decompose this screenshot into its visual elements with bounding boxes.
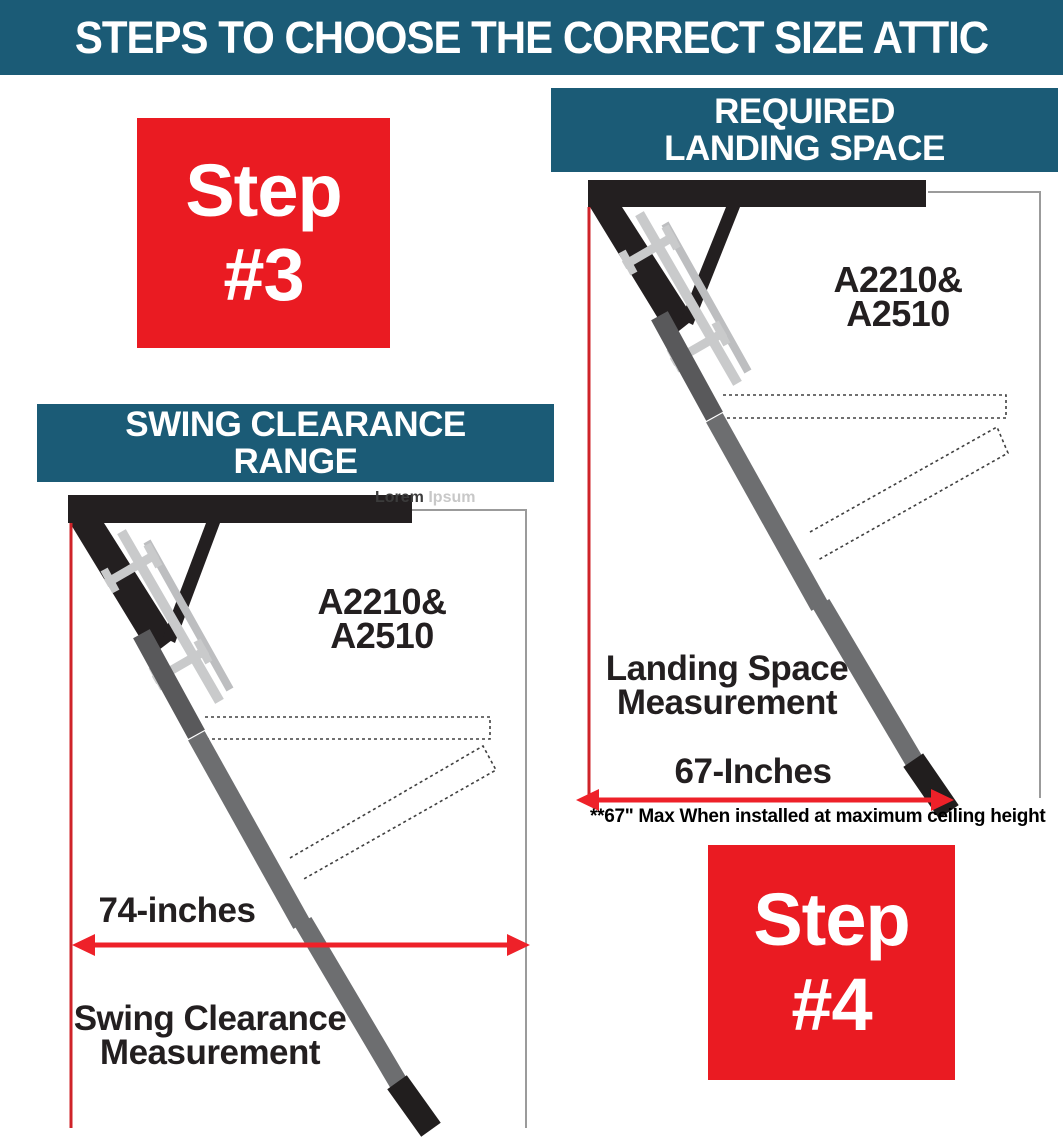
model-line1: A2210& [833, 259, 963, 300]
header-banner [0, 0, 1063, 75]
door-swing-dashed-angled [290, 746, 496, 880]
ladder-foot [404, 1092, 424, 1120]
swing-clearance-range-banner [37, 404, 554, 482]
landing-model-label [788, 259, 1008, 335]
landing-space-measurement-label [577, 649, 877, 723]
banner-line2: LANDING SPACE [664, 129, 945, 168]
step4-badge [708, 845, 955, 1080]
watermark [375, 489, 475, 507]
attic-frame-bar [68, 495, 412, 523]
attic-frame-bar [588, 180, 926, 207]
banner-line1: REQUIRED [714, 91, 895, 131]
door-swing-dashed-horizontal [205, 717, 490, 739]
measure-line1: Swing Clearance [73, 999, 347, 1038]
measure-line2: Measurement [616, 683, 838, 723]
step3-badge [137, 118, 390, 348]
measure-line2: Measurement [99, 1033, 321, 1073]
measure-line1: Landing Space [605, 649, 849, 688]
step4-number: #4 [791, 962, 872, 1046]
model-line2: A2510 [330, 615, 434, 657]
door-swing-dashed-horizontal [723, 395, 1006, 418]
required-landing-space-banner [551, 88, 1058, 172]
swing-clearance-measurement-label [60, 999, 360, 1073]
watermark-bold: Lorem [375, 489, 424, 506]
banner-line1: SWING CLEARANCE [125, 404, 466, 444]
model-line2: A2510 [846, 293, 950, 335]
step3-number: #3 [223, 233, 304, 316]
banner-line2: RANGE [233, 442, 358, 481]
watermark-light: Ipsum [428, 489, 476, 506]
step3-word: Step [185, 148, 342, 232]
landing-footnote: **67" Max When installed at maximum ceiling height [590, 806, 1046, 827]
step4-word: Step [753, 878, 910, 962]
swing-dimension-value: 74-inches [98, 891, 256, 930]
swing-model-label [272, 581, 492, 657]
swing-width-arrow [72, 934, 530, 956]
model-line1: A2210& [317, 581, 447, 622]
door-swing-dashed-angled [810, 427, 1008, 560]
page-title: STEPS TO CHOOSE THE CORRECT SIZE ATTIC [74, 11, 989, 63]
landing-dimension-value: 67-Inches [674, 752, 832, 791]
